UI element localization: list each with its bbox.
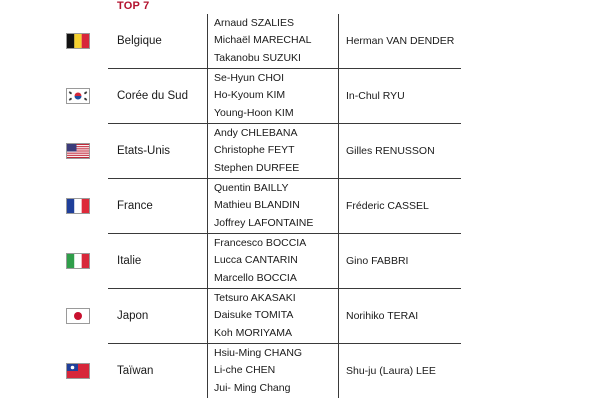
team-row <box>108 343 461 398</box>
player-name: Marcello BOCCIA <box>214 271 297 284</box>
players-cell <box>207 344 339 398</box>
player-name: Ho-Kyoum KIM <box>214 89 286 102</box>
team-row <box>108 68 461 123</box>
player-name: Christophe FEYT <box>214 144 295 157</box>
players-cell <box>207 14 339 68</box>
player-name: Se-Hyun CHOI <box>214 71 285 84</box>
team-row <box>108 14 461 68</box>
country-name: Corée du Sud <box>117 90 188 102</box>
captain-name: Shu-ju (Laura) LEE <box>346 364 436 377</box>
italy-flag-icon <box>66 253 90 269</box>
captain-name: Fréderic CASSEL <box>346 199 429 212</box>
belgium-flag-icon <box>66 33 90 49</box>
teams-table <box>108 14 461 398</box>
country-name: Japon <box>117 310 149 322</box>
country-name: Belgique <box>117 35 162 47</box>
players-cell <box>207 289 339 343</box>
players-cell <box>207 234 339 288</box>
captain-name: Gino FABBRI <box>346 254 409 267</box>
south-korea-flag-icon <box>66 88 90 104</box>
section-heading: TOP 7 <box>117 0 150 12</box>
player-name: Tetsuro AKASAKI <box>214 291 296 304</box>
player-name: Takanobu SUZUKI <box>214 51 301 64</box>
player-name: Li-che CHEN <box>214 364 276 377</box>
taiwan-flag-icon <box>66 363 90 379</box>
player-name: Arnaud SZALIES <box>214 16 294 29</box>
captain-name: In-Chul RYU <box>346 89 405 102</box>
player-name: Lucca CANTARIN <box>214 254 298 267</box>
team-row <box>108 123 461 178</box>
player-name: Stephen DURFEE <box>214 161 300 174</box>
captain-name: Herman VAN DENDER <box>346 34 455 47</box>
player-name: Mathieu BLANDIN <box>214 199 300 212</box>
japan-flag-icon <box>66 308 90 324</box>
player-name: Joffrey LAFONTAINE <box>214 216 314 229</box>
team-row <box>108 178 461 233</box>
player-name: Young-Hoon KIM <box>214 106 294 119</box>
usa-flag-icon <box>66 143 90 159</box>
players-cell <box>207 124 339 178</box>
player-name: Koh MORIYAMA <box>214 326 292 339</box>
player-name: Michaël MARECHAL <box>214 34 312 47</box>
players-cell <box>207 179 339 233</box>
captain-name: Gilles RENUSSON <box>346 144 435 157</box>
players-cell <box>207 69 339 123</box>
country-name: France <box>117 200 153 212</box>
country-name: Taïwan <box>117 365 154 377</box>
country-name: Italie <box>117 255 142 267</box>
player-name: Hsiu-Ming CHANG <box>214 346 303 359</box>
france-flag-icon <box>66 198 90 214</box>
player-name: Francesco BOCCIA <box>214 236 307 249</box>
team-row <box>108 233 461 288</box>
player-name: Andy CHLEBANA <box>214 126 298 139</box>
team-row <box>108 288 461 343</box>
player-name: Daisuke TOMITA <box>214 309 294 322</box>
captain-name: Norihiko TERAI <box>346 309 419 322</box>
player-name: Quentin BAILLY <box>214 181 289 194</box>
player-name: Jui- Ming Chang <box>214 381 291 394</box>
country-name: Etats-Unis <box>117 145 171 157</box>
